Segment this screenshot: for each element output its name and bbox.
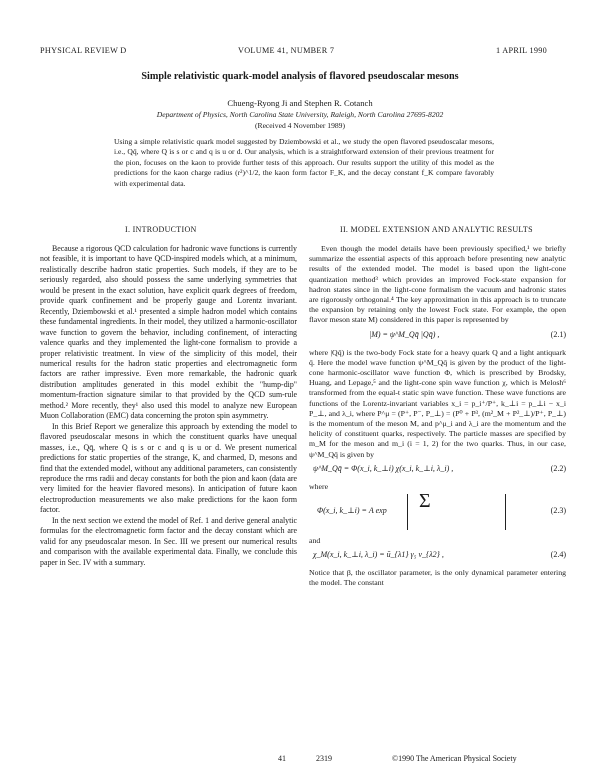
left-column bbox=[40, 244, 297, 568]
equation-number: (2.1) bbox=[550, 329, 566, 339]
bracket-right bbox=[505, 494, 506, 530]
intro-paragraph-3: In the next section we extend the model of Ref. 1 and derive general analytic formulas for the electromagnetic form factor and the decay constant which are valid for any pseudoscalar meson. In Sec. III we present our numerical results and comparison with the available experimental data. Finally, we conclude this paper in Sec. IV with a summary. bbox=[40, 515, 297, 567]
equation-number: (2.3) bbox=[550, 506, 566, 516]
issue-date: 1 APRIL 1990 bbox=[496, 46, 548, 55]
section-heading-introduction: I. INTRODUCTION bbox=[125, 225, 197, 234]
footer-volume: 41 bbox=[278, 754, 286, 763]
equation-2-3 bbox=[309, 492, 566, 536]
equation-2-1-body: |M) = ψ^M_Qq̄ |Qq̄) , bbox=[369, 329, 440, 339]
model-paragraph-2: where |Qq̄) is the two-body Fock state for a heavy quark Q and a light antiquark q̄. Here the model wave function ψ^M_Qq̄ is given by the product of the light-cone harmonic-oscillator wave function Φ, which is prescribed by Brodsky, Huang, and Lepage,⁵ and the light-cone spin wave function χ, which is Melosh⁶ transformed from the equal-t static spin wave function. These wave functions are functions of the Lorentz-invariant variables x_i = p_i⁺/P⁺, k_⊥i = p_⊥i − x_i P_⊥, and λ_i, where P^μ = (P⁺, P⁻, P_⊥) = (P⁰ + P³, (m²_M + P²_⊥)/P⁺, P_⊥) is the momentum of the meson M, and p^μ_i and λ_i are the momentum and the helicity of constituent quarks, respectively. The particle masses are specified by m_M for the meson and m_i (i = 1, 2) for the two quarks. Thus, in our case, ψ^M_Qq̄ is given by bbox=[309, 347, 566, 459]
abstract: Using a simple relativistic quark model suggested by Dziembowski et al., we study the open flavored pseudoscalar mesons, i.e., Qq̄, where Q is s or c and q is u or d. Our analysis, which is a straightforward extension of their previous treatment for the pion, focuses on the kaon to provide further tests of this approach. Our results support the utility of this model as the predictions for the kaon charge radius (r²)^1/2, the kaon form factor F_K, and the decay constant f_K compare favorably with experimental data. bbox=[114, 137, 494, 188]
equation-2-3-lhs: Φ(x_i, k_⊥i) = A exp bbox=[317, 506, 387, 516]
authors: Chueng-Ryong Ji and Stephen R. Cotanch bbox=[227, 98, 373, 108]
right-column bbox=[309, 244, 566, 589]
journal-name: PHYSICAL REVIEW D bbox=[40, 46, 127, 55]
equation-number: (2.2) bbox=[550, 463, 566, 473]
equation-number: (2.4) bbox=[550, 550, 566, 560]
where-label: where bbox=[309, 481, 329, 491]
summation-symbol: Σ bbox=[419, 490, 431, 513]
copyright: ©1990 The American Physical Society bbox=[392, 754, 517, 763]
paper-title: Simple relativistic quark-model analysis of flavored pseudoscalar mesons bbox=[141, 71, 459, 82]
equation-2-1 bbox=[309, 326, 566, 348]
equation-2-2-body: ψ^M_Qq̄ = Φ(x_i, k_⊥i) χ(x_i, k_⊥i, λ_i) , bbox=[313, 463, 454, 473]
equation-2-4-body: χ_M(x_i, k_⊥i, λ_i) = ū_{λ1} γ₅ v_{λ2} , bbox=[313, 550, 444, 560]
volume-number: VOLUME 41, NUMBER 7 bbox=[238, 46, 335, 55]
model-paragraph-3: Notice that β, the oscillator parameter, is the only dynamical parameter entering the model. The constant bbox=[309, 568, 566, 588]
intro-paragraph-2: In this Brief Report we generalize this approach by extending the model to flavored pseudoscalar mesons in which the constituent quarks have unequal masses, i.e., Qq̄, where Q is s or c and q is u or d. We present numerical predictions for static properties of the strange, K, and charmed, D, mesons and find that the extended model, without any additional parameters, can consistently reproduce the rms radii and decay constants for both the pion and kaon (data are very limited for the heavier flavored mesons). In anticipation of future kaon electroproduction measurements we also make predictions for the kaon form factor. bbox=[40, 421, 297, 515]
and-label: and bbox=[309, 536, 321, 546]
intro-paragraph-1: Because a rigorous QCD calculation for hadronic wave functions is currently not feasible, it is important to have QCD-inspired models which, at a minimum, realistically describe hadron static properties. Such models, if they are to be seriously regarded, also should possess the same underlying symmetries that would be present in the exact solution, have explicit quark degrees of freedom, provide quark confinement and be properly gauge and Lorentz invariant. Recently, Dziembowski et al.¹ presented a simple hadron model which contains these fundamental ingredients. In their model, they utilized a harmonic-oscillator wave function to govern the behavior, including confinement, of interacting valence quarks and they implemented the light-cone formalism to provide a proper relativistic treatment. In view of the simplicity of this model, their numerical results for the hadron static properties and electromagnetic form factors are rather impressive. Even more remarkable, the hadronic quark distribution amplitudes generated in this model exhibit the "hump-dip" momentum-fraction signature similar to that provided by the QCD sum-rule method.² More recently, they¹ also used this model to analyze new European Muon Collaboration (EMC) data concerning the proton spin asymmetry. bbox=[40, 244, 297, 421]
page-number: 2319 bbox=[316, 754, 332, 763]
equation-2-4 bbox=[309, 546, 566, 568]
received-date: (Received 4 November 1989) bbox=[254, 121, 346, 130]
equation-2-2 bbox=[309, 460, 566, 482]
model-paragraph-1: Even though the model details have been previously specified,¹ we briefly summarize the essential aspects of this approach before presenting new analytic results of the extended model. The model is based upon the light-cone quantization method³ which provides an improved Fock-state expansion for hadron states since in the light-cone formalism the vacuum and hadronic states are rigorously orthogonal.⁴ The key approximation in this approach is to truncate the expansion by retaining only the lowest Fock state. For example, the open flavor meson state M) considered in this paper is represented by bbox=[309, 244, 566, 325]
affiliation: Department of Physics, North Carolina State University, Raleigh, North Carolina 27695-8202 bbox=[156, 110, 444, 119]
bracket-left bbox=[407, 494, 408, 530]
section-heading-model: II. MODEL EXTENSION AND ANALYTIC RESULTS bbox=[340, 225, 533, 234]
